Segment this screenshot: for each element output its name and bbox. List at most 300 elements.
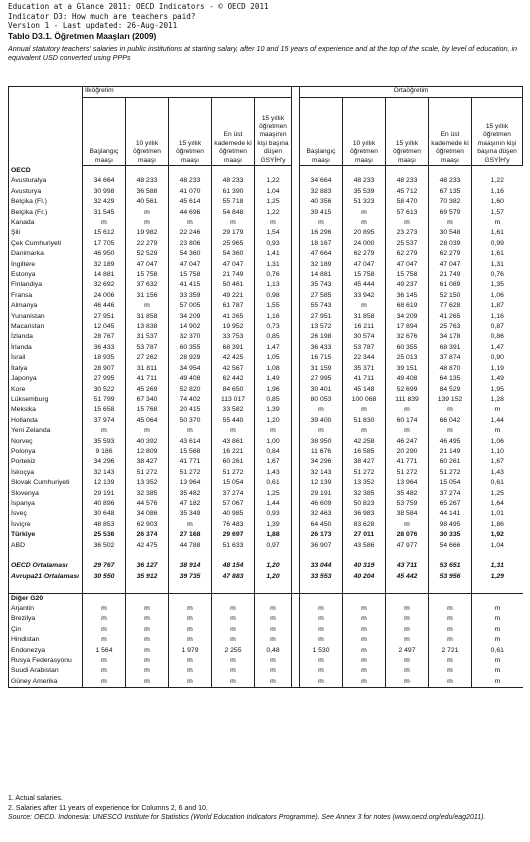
spacer-cell: [292, 478, 300, 488]
value-cell: 1,95: [472, 385, 523, 395]
value-cell: 62 279: [386, 249, 429, 259]
value-cell: 84 650: [212, 385, 255, 395]
value-cell: 1,25: [255, 197, 292, 207]
spacer-cell: [292, 489, 300, 499]
value-cell: m: [83, 656, 126, 666]
country-name: Hindistan: [9, 635, 83, 645]
value-cell: m: [126, 677, 169, 688]
value-cell: [83, 166, 126, 177]
value-cell: m: [300, 614, 343, 624]
table-row: [9, 332, 523, 342]
value-cell: 45 148: [343, 385, 386, 395]
value-cell: 36 907: [300, 541, 343, 551]
value-cell: 26 198: [300, 332, 343, 342]
value-cell: 14 881: [83, 270, 126, 280]
value-cell: [300, 593, 343, 604]
value-cell: 32 189: [300, 260, 343, 270]
value-cell: 13 572: [300, 322, 343, 332]
value-cell: 0,87: [472, 322, 523, 332]
value-cell: 21 749: [429, 270, 472, 280]
indicator-line: Indicator D3: How much are teachers paid?: [8, 11, 196, 21]
value-cell: 48 154: [212, 561, 255, 571]
col-header: 15 yıllık öğretmen maaşının kişi başına düşen GSYİH'y: [472, 98, 523, 166]
value-cell: m: [472, 677, 523, 688]
value-cell: m: [300, 604, 343, 614]
value-cell: [212, 166, 255, 177]
value-cell: 51 830: [343, 416, 386, 426]
country-name: OECD Ortalaması: [9, 561, 83, 571]
value-cell: 15 612: [83, 228, 126, 238]
value-cell: 1,47: [255, 343, 292, 353]
col-header: 10 yıllık öğretmen maaşı: [126, 98, 169, 166]
value-cell: m: [169, 635, 212, 645]
value-cell: 40 356: [300, 197, 343, 207]
value-cell: 0,73: [255, 322, 292, 332]
value-cell: 46 247: [386, 437, 429, 447]
value-cell: 51 799: [83, 395, 126, 405]
value-cell: 16 211: [343, 322, 386, 332]
value-cell: 29 191: [83, 489, 126, 499]
value-cell: 26 374: [126, 530, 169, 540]
spacer-cell: [292, 572, 300, 582]
value-cell: m: [126, 426, 169, 436]
value-cell: 1,57: [472, 208, 523, 218]
spacer-cell: [292, 604, 300, 614]
value-cell: 30 648: [83, 509, 126, 519]
value-cell: 0,61: [472, 478, 523, 488]
value-cell: m: [255, 666, 292, 676]
spacer-cell: [292, 499, 300, 509]
value-cell: 0,98: [255, 291, 292, 301]
value-cell: 32 143: [300, 468, 343, 478]
value-cell: 37 274: [429, 489, 472, 499]
value-cell: 15 758: [343, 270, 386, 280]
value-cell: 30 998: [83, 187, 126, 197]
spacer-cell: [292, 593, 300, 604]
table-row: [9, 530, 523, 540]
table-row: [9, 457, 523, 467]
country-name: Çin: [9, 625, 83, 635]
value-cell: 13 964: [386, 478, 429, 488]
value-cell: 48 853: [83, 520, 126, 530]
value-cell: m: [429, 677, 472, 688]
country-name: Türkiye: [9, 530, 83, 540]
value-cell: 1,22: [255, 176, 292, 186]
value-cell: 41 711: [126, 374, 169, 384]
value-cell: 45 442: [386, 572, 429, 582]
value-cell: 49 221: [212, 291, 255, 301]
value-cell: 46 950: [83, 249, 126, 259]
spacer-cell: [292, 405, 300, 415]
value-cell: 17 894: [386, 322, 429, 332]
table-row: [9, 239, 523, 249]
value-cell: m: [386, 656, 429, 666]
value-cell: 33 582: [212, 405, 255, 415]
value-cell: [343, 551, 386, 561]
value-cell: 54 360: [212, 249, 255, 259]
value-cell: 38 584: [386, 509, 429, 519]
value-cell: 60 355: [386, 343, 429, 353]
value-cell: m: [169, 614, 212, 624]
value-cell: m: [83, 614, 126, 624]
table-row: [9, 666, 523, 676]
value-cell: 45 269: [126, 385, 169, 395]
value-cell: m: [83, 218, 126, 228]
country-name: Macaristan: [9, 322, 83, 332]
country-name: İsrail: [9, 353, 83, 363]
country-name: Estonya: [9, 270, 83, 280]
value-cell: 43 586: [343, 541, 386, 551]
table-row: [9, 509, 523, 519]
value-cell: 31 537: [126, 332, 169, 342]
country-name: İtalya: [9, 364, 83, 374]
value-cell: 27 585: [300, 291, 343, 301]
value-cell: 51 272: [429, 468, 472, 478]
value-cell: 55 440: [212, 416, 255, 426]
value-cell: 36 145: [386, 291, 429, 301]
value-cell: 2 255: [212, 646, 255, 656]
value-cell: m: [386, 405, 429, 415]
value-cell: 1,28: [472, 395, 523, 405]
value-cell: 31 811: [126, 364, 169, 374]
value-cell: 42 475: [126, 541, 169, 551]
country-name: Belçika (Fl.): [9, 197, 83, 207]
spacer-cell: [292, 582, 300, 593]
value-cell: 1,44: [472, 416, 523, 426]
spacer-cell: [292, 457, 300, 467]
col-header: Başlangıç maaşı: [83, 98, 126, 166]
value-cell: 43 711: [386, 561, 429, 571]
spacer-cell: [292, 280, 300, 290]
value-cell: 32 429: [83, 197, 126, 207]
value-cell: 61 089: [429, 280, 472, 290]
value-cell: 52 150: [429, 291, 472, 301]
value-cell: 35 593: [83, 437, 126, 447]
country-name: Avusturalya: [9, 176, 83, 186]
value-cell: 20 290: [386, 447, 429, 457]
value-cell: [343, 593, 386, 604]
value-cell: 16 585: [343, 447, 386, 457]
value-cell: m: [429, 426, 472, 436]
value-cell: 41 711: [343, 374, 386, 384]
spacer-cell: [292, 677, 300, 688]
value-cell: m: [83, 604, 126, 614]
value-cell: 1,61: [472, 249, 523, 259]
value-cell: 17 705: [83, 239, 126, 249]
value-cell: 23 273: [386, 228, 429, 238]
value-cell: 74 402: [169, 395, 212, 405]
value-cell: 1,39: [255, 520, 292, 530]
value-cell: 1,88: [255, 530, 292, 540]
value-cell: 23 806: [169, 239, 212, 249]
table-subtitle: Annual statutory teachers' salaries in public institutions at starting salary, after 10 and 15 years of experience and at the top of the scale, by level of education, in equivalent USD converted using PPPs: [8, 43, 518, 63]
value-cell: 0,84: [255, 447, 292, 457]
value-cell: 1,49: [472, 374, 523, 384]
value-cell: [255, 551, 292, 561]
country-name: Belçika (Fr.): [9, 208, 83, 218]
value-cell: 0,85: [255, 332, 292, 342]
value-cell: 48 233: [429, 176, 472, 186]
table-row: [9, 228, 523, 238]
value-cell: 1,13: [255, 280, 292, 290]
value-cell: [429, 551, 472, 561]
value-cell: 28 076: [386, 530, 429, 540]
value-cell: 34 178: [429, 332, 472, 342]
value-cell: 22 344: [343, 353, 386, 363]
table-row: [9, 385, 523, 395]
value-cell: 1,22: [472, 176, 523, 186]
spacer-cell: [292, 332, 300, 342]
value-cell: [126, 593, 169, 604]
spacer-cell: [292, 561, 300, 571]
value-cell: 34 296: [300, 457, 343, 467]
country-name: Finlandiya: [9, 280, 83, 290]
value-cell: m: [300, 426, 343, 436]
value-cell: [472, 551, 523, 561]
value-cell: 1,43: [472, 468, 523, 478]
spacer-cell: [292, 625, 300, 635]
value-cell: [169, 582, 212, 593]
value-cell: 1,00: [255, 437, 292, 447]
value-cell: [343, 582, 386, 593]
value-cell: 32 385: [126, 489, 169, 499]
value-cell: 1,22: [255, 208, 292, 218]
value-cell: 13 352: [343, 478, 386, 488]
spacer-cell: [292, 374, 300, 384]
value-cell: 48 233: [126, 176, 169, 186]
country-name: Arjantin: [9, 604, 83, 614]
table-row: [9, 656, 523, 666]
value-cell: [255, 582, 292, 593]
value-cell: [212, 593, 255, 604]
table-row: [9, 208, 523, 218]
value-cell: 30 548: [429, 228, 472, 238]
value-cell: m: [126, 666, 169, 676]
section-label: OECD: [9, 166, 83, 177]
section-row: [9, 166, 523, 177]
value-cell: 39 735: [169, 572, 212, 582]
value-cell: 19 952: [212, 322, 255, 332]
value-cell: 47 182: [169, 499, 212, 509]
value-cell: 24 000: [343, 239, 386, 249]
value-cell: 113 017: [212, 395, 255, 405]
value-cell: 29 767: [83, 561, 126, 571]
value-cell: 1,39: [255, 405, 292, 415]
spacer-cell: [292, 301, 300, 311]
value-cell: 33 753: [212, 332, 255, 342]
value-cell: 100 068: [343, 395, 386, 405]
value-cell: 28 039: [429, 239, 472, 249]
value-cell: 47 664: [300, 249, 343, 259]
value-cell: 111 839: [386, 395, 429, 405]
value-cell: [169, 166, 212, 177]
value-cell: 1,16: [472, 312, 523, 322]
spacer-cell: [292, 239, 300, 249]
value-cell: m: [429, 604, 472, 614]
country-name: Slovenya: [9, 489, 83, 499]
spacer-cell: [292, 176, 300, 186]
value-cell: 41 415: [169, 280, 212, 290]
value-cell: 30 401: [300, 385, 343, 395]
value-cell: 53 956: [429, 572, 472, 582]
country-name: Norveç: [9, 437, 83, 447]
table-row: [9, 187, 523, 197]
value-cell: 36 502: [83, 541, 126, 551]
country-name: Avrupa21 Ortalaması: [9, 572, 83, 582]
value-cell: m: [386, 426, 429, 436]
value-cell: 1,19: [472, 364, 523, 374]
value-cell: 27 995: [83, 374, 126, 384]
value-cell: 60 355: [169, 343, 212, 353]
value-cell: 1,08: [255, 364, 292, 374]
country-name: İngiltere: [9, 260, 83, 270]
value-cell: 15 768: [126, 405, 169, 415]
table-row: [9, 416, 523, 426]
value-cell: m: [472, 614, 523, 624]
value-cell: 19 982: [126, 228, 169, 238]
value-cell: 12 139: [83, 478, 126, 488]
value-cell: 60 174: [386, 416, 429, 426]
value-cell: 51 272: [126, 468, 169, 478]
value-cell: 20 415: [169, 405, 212, 415]
table-row: [9, 197, 523, 207]
value-cell: [386, 593, 429, 604]
value-cell: [255, 166, 292, 177]
value-cell: 48 233: [169, 176, 212, 186]
col-header: 10 yıllık öğretmen maaşı: [343, 98, 386, 166]
spacer-cell: [292, 447, 300, 457]
value-cell: m: [472, 666, 523, 676]
table-row: [9, 614, 523, 624]
spacer-cell: [292, 520, 300, 530]
value-cell: 44 788: [169, 541, 212, 551]
value-cell: 61 390: [212, 187, 255, 197]
value-cell: m: [255, 614, 292, 624]
col-header: 15 yıllık öğretmen maaşı: [169, 98, 212, 166]
value-cell: 25 013: [386, 353, 429, 363]
value-cell: m: [386, 604, 429, 614]
spacer-cell: [292, 509, 300, 519]
country-name: Kore: [9, 385, 83, 395]
value-cell: 47 883: [212, 572, 255, 582]
value-cell: 18 935: [83, 353, 126, 363]
table-row: [9, 489, 523, 499]
table-row: [9, 353, 523, 363]
value-cell: 62 903: [126, 520, 169, 530]
country-name: [9, 582, 83, 593]
value-cell: 62 279: [429, 249, 472, 259]
value-cell: 32 463: [300, 509, 343, 519]
value-cell: 35 539: [343, 187, 386, 197]
value-cell: m: [343, 666, 386, 676]
table-row: [9, 405, 523, 415]
value-cell: m: [126, 625, 169, 635]
value-cell: 1,25: [255, 489, 292, 499]
value-cell: 35 912: [126, 572, 169, 582]
value-cell: 37 274: [212, 489, 255, 499]
value-cell: 29 697: [212, 530, 255, 540]
col-header: En üst kademede ki öğretmen maaşı: [429, 98, 472, 166]
value-cell: 1,61: [472, 228, 523, 238]
value-cell: 0,93: [255, 239, 292, 249]
value-cell: 67 135: [429, 187, 472, 197]
value-cell: m: [83, 426, 126, 436]
value-cell: 1 564: [83, 646, 126, 656]
value-cell: 14 902: [169, 322, 212, 332]
value-cell: 51 633: [212, 541, 255, 551]
country-name: Yunanistan: [9, 312, 83, 322]
spacer-cell: [292, 166, 300, 177]
value-cell: m: [212, 656, 255, 666]
value-cell: 27 011: [343, 530, 386, 540]
spacer-cell: [292, 551, 300, 561]
table-row: [9, 468, 523, 478]
value-cell: [429, 593, 472, 604]
value-cell: 51 272: [169, 468, 212, 478]
value-cell: m: [169, 625, 212, 635]
table-row: [9, 625, 523, 635]
value-cell: m: [212, 426, 255, 436]
value-cell: 53 651: [429, 561, 472, 571]
value-cell: 33 044: [300, 561, 343, 571]
value-cell: 38 427: [343, 457, 386, 467]
value-cell: 52 529: [126, 249, 169, 259]
country-name: Portekiz: [9, 457, 83, 467]
value-cell: 35 349: [169, 509, 212, 519]
value-cell: 68 391: [429, 343, 472, 353]
value-cell: m: [300, 635, 343, 645]
value-cell: 22 279: [126, 239, 169, 249]
value-cell: 31 858: [126, 312, 169, 322]
country-name: ABD: [9, 541, 83, 551]
value-cell: 98 495: [429, 520, 472, 530]
value-cell: [300, 166, 343, 177]
value-cell: [300, 582, 343, 593]
value-cell: 64 135: [429, 374, 472, 384]
table-row: [9, 499, 523, 509]
spacer-header: [292, 87, 300, 166]
value-cell: 36 983: [343, 509, 386, 519]
value-cell: 35 743: [300, 280, 343, 290]
table-row: [9, 260, 523, 270]
value-cell: 45 712: [386, 187, 429, 197]
value-cell: m: [300, 218, 343, 228]
country-name: Şili: [9, 228, 83, 238]
value-cell: m: [169, 604, 212, 614]
value-cell: [169, 551, 212, 561]
value-cell: 1,10: [472, 447, 523, 457]
value-cell: 32 143: [83, 468, 126, 478]
col-header: 15 yıllık öğretmen maaşının kişi başına düşen GSYİH'y: [255, 98, 292, 166]
value-cell: m: [212, 635, 255, 645]
value-cell: 43 861: [212, 437, 255, 447]
value-cell: 47 047: [169, 260, 212, 270]
value-cell: 16 221: [212, 447, 255, 457]
table-row: [9, 646, 523, 656]
value-cell: [429, 582, 472, 593]
value-cell: m: [212, 677, 255, 688]
value-cell: 35 482: [169, 489, 212, 499]
value-cell: m: [343, 604, 386, 614]
value-cell: 40 896: [83, 499, 126, 509]
spacer-cell: [292, 468, 300, 478]
spacer-cell: [292, 187, 300, 197]
country-name: Endonezya: [9, 646, 83, 656]
value-cell: 25 536: [83, 530, 126, 540]
value-cell: 48 870: [429, 364, 472, 374]
table-row: [9, 520, 523, 530]
value-cell: m: [472, 604, 523, 614]
